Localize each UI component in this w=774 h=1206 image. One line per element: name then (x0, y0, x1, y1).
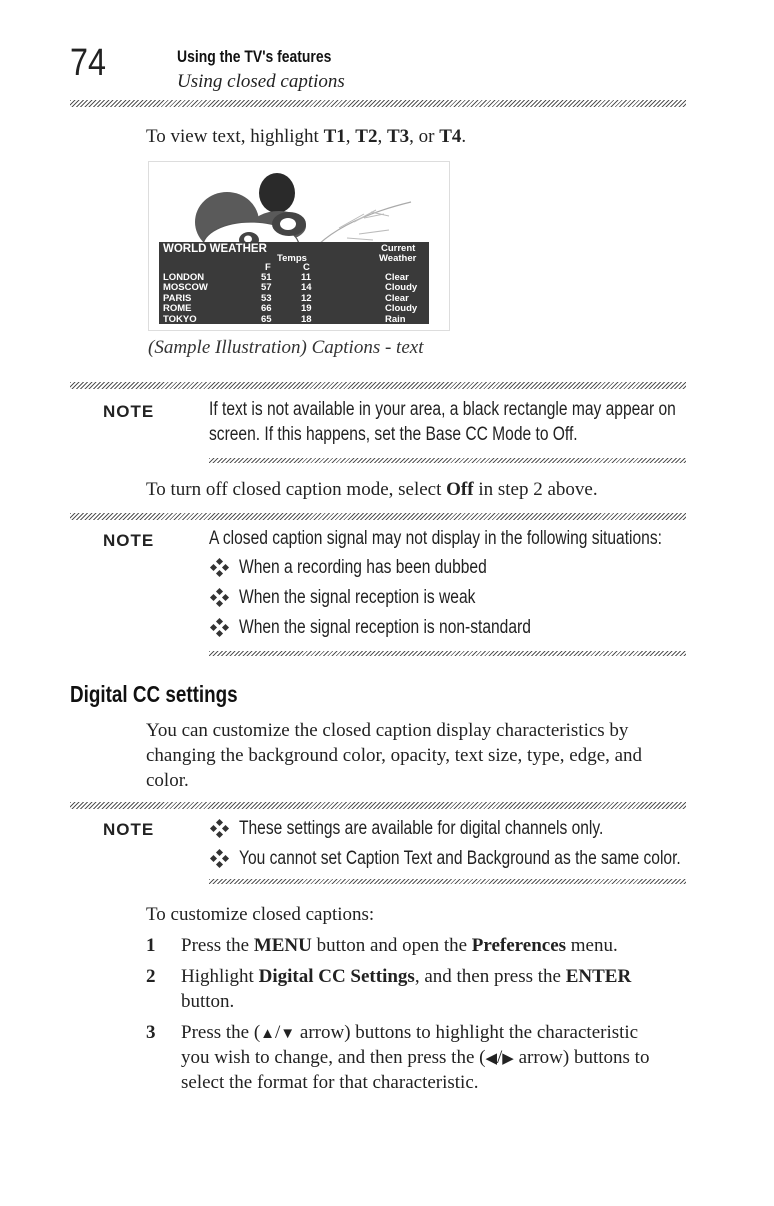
weather-value: Clear (385, 292, 409, 304)
note2-bottom-rule (209, 651, 686, 656)
temp-c: 19 (301, 303, 312, 315)
intro-text (146, 124, 466, 149)
weather-value: Rain (385, 313, 406, 325)
weather-value: Cloudy (385, 303, 418, 315)
note2-line1: A closed caption signal may not display in the following situations: (209, 528, 662, 549)
note2-bullet: When the signal reception is non-standard (239, 617, 531, 638)
step-text: you wish to change, and then press the ( (181, 1047, 486, 1068)
step-text: Press the ( (181, 1022, 261, 1043)
note2-bullet: When a recording has been dubbed (239, 557, 487, 578)
digital-cc-heading: Digital CC settings (70, 681, 238, 707)
c-column (301, 273, 312, 325)
step-2-line2: button. (181, 991, 235, 1012)
t4-label: T4 (439, 126, 462, 147)
intro-prefix: To view text, highlight (146, 126, 324, 147)
note1-label: NOTE (103, 402, 155, 421)
header-rule (70, 100, 686, 107)
t1-label: T1 (323, 126, 346, 147)
temp-f: 66 (261, 303, 272, 315)
step-3-line1: Press the (▲/▼ arrow) buttons to highlight the characteristic (181, 1022, 639, 1043)
note1-top-rule (70, 382, 686, 389)
bullet-icon (211, 589, 229, 607)
temp-f: 57 (261, 282, 272, 294)
step-text: menu. (566, 935, 618, 956)
page-number: 74 (70, 42, 106, 84)
note2-top-rule (70, 513, 686, 520)
digital-cc-settings-label: Digital CC Settings (258, 966, 415, 987)
digital-para-l1: You can customize the closed caption display characteristics by (146, 720, 629, 741)
temp-c: 12 (301, 292, 312, 304)
note2-bullet: When the signal reception is weak (239, 587, 476, 608)
city-name: ROME (163, 303, 192, 315)
note3-top-rule (70, 802, 686, 809)
temp-f: 65 (261, 313, 272, 325)
weather-table (159, 242, 429, 324)
step-number: 1 (146, 935, 156, 956)
t3-label: T3 (386, 126, 410, 147)
f-column (261, 273, 272, 325)
off-label: Off (446, 479, 474, 500)
intro-sep: , (345, 126, 356, 147)
intro-sep: , or (409, 126, 440, 147)
left-arrow-icon: ◀ (485, 1051, 498, 1067)
right-arrow-icon: ▶ (502, 1051, 514, 1067)
step-text: Highlight (181, 966, 259, 987)
intro-end: . (461, 126, 467, 147)
note1-bottom-rule (209, 458, 686, 463)
note3-bottom-rule (209, 879, 686, 884)
step-text: button and open the (311, 935, 472, 956)
city-name: MOSCOW (163, 282, 208, 294)
city-name: TOKYO (163, 313, 197, 325)
step-2-text (181, 964, 631, 989)
city-name: LONDON (163, 272, 205, 283)
up-arrow-icon: ▲ (260, 1026, 276, 1042)
step-3-line3: select the format for that characteristic. (181, 1072, 479, 1093)
section-title: Using the TV's features (177, 47, 332, 66)
step-number: 2 (146, 966, 156, 987)
col-weather: Weather (379, 253, 417, 264)
weather-title: WORLD WEATHER (163, 243, 267, 255)
sample-illustration (148, 161, 450, 331)
note3-bullet: You cannot set Caption Text and Background as the same color. (239, 848, 681, 869)
note2-label: NOTE (103, 531, 155, 550)
weather-column (385, 273, 417, 325)
col-f: F (265, 262, 271, 273)
turn-off-text (146, 477, 598, 502)
bullet-icon (211, 619, 229, 637)
bullet-icon (211, 820, 229, 838)
note3-bullet: These settings are available for digital channels only. (239, 818, 604, 839)
step-text: arrow) buttons to (513, 1047, 650, 1068)
step-1-text (181, 933, 618, 958)
note3-label: NOTE (103, 820, 155, 839)
step-text: arrow) buttons to highlight the characteristic (295, 1022, 639, 1043)
step-3-line2: you wish to change, and then press the (◀/▶ arrow) buttons to (181, 1047, 650, 1068)
intro-sep: , (377, 126, 387, 147)
menu-label: MENU (253, 935, 312, 956)
t2-label: T2 (355, 126, 378, 147)
enter-label: ENTER (565, 966, 632, 987)
col-c: C (303, 262, 310, 273)
col-temps: Temps (277, 253, 307, 264)
temp-f: 51 (261, 272, 272, 283)
temp-c: 14 (301, 282, 312, 294)
subsection-title: Using closed captions (177, 71, 345, 92)
step-text: Press the (181, 935, 254, 956)
turn-off-prefix: To turn off closed caption mode, select (146, 479, 447, 500)
digital-para-l2: changing the background color, opacity, text size, type, edge, and (146, 745, 643, 766)
weather-value: Cloudy (385, 282, 418, 294)
illustration-caption: (Sample Illustration) Captions - text (148, 337, 424, 358)
temp-c: 18 (301, 313, 312, 325)
down-arrow-icon: ▼ (280, 1026, 296, 1042)
city-column (163, 273, 208, 325)
step-text: , and then press the (414, 966, 566, 987)
weather-value: Clear (385, 272, 409, 283)
col-current: Current (381, 243, 416, 254)
note1-line2: screen. If this happens, set the Base CC Mode to Off. (209, 424, 578, 445)
temp-c: 11 (301, 272, 312, 283)
temp-f: 53 (261, 292, 272, 304)
digital-para-l3: color. (146, 770, 189, 791)
city-name: PARIS (163, 292, 192, 304)
step-number: 3 (146, 1022, 156, 1043)
bullet-icon (211, 559, 229, 577)
turn-off-suffix: in step 2 above. (473, 479, 598, 500)
note1-line1: If text is not available in your area, a black rectangle may appear on (209, 399, 676, 420)
preferences-label: Preferences (471, 935, 567, 956)
bullet-icon (211, 850, 229, 868)
steps-intro: To customize closed captions: (146, 904, 375, 925)
